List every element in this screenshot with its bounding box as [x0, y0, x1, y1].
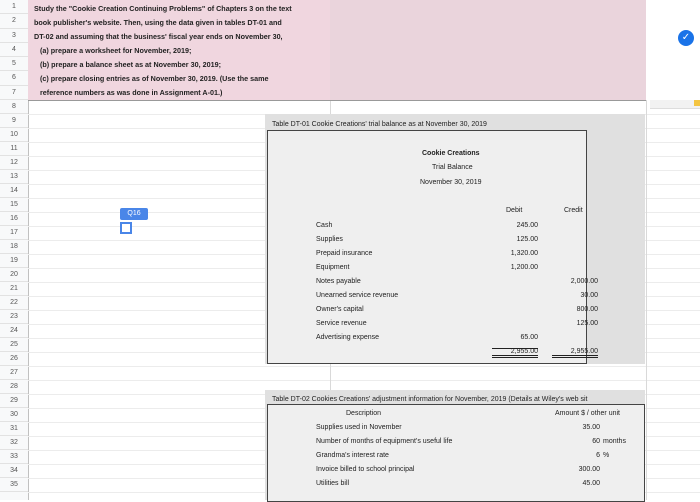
instruction-merged-cells[interactable]: [330, 0, 646, 101]
row-number[interactable]: 33: [0, 450, 28, 464]
total-debit: 2,955.00: [492, 348, 538, 358]
row-number[interactable]: 28: [0, 380, 28, 394]
right-edge-cells: [650, 100, 700, 109]
row-number[interactable]: 25: [0, 338, 28, 352]
instruction-line-7: reference numbers as was done in Assignment A-01.): [40, 88, 223, 97]
total-credit: 2,955.00: [552, 348, 598, 358]
row-number[interactable]: 2: [0, 14, 28, 28]
account-name: Unearned service revenue: [316, 292, 399, 299]
cell-marker-icon: [694, 100, 700, 106]
row-number[interactable]: 21: [0, 282, 28, 296]
table1-report-title: Trial Balance: [432, 164, 473, 171]
account-name: Notes payable: [316, 278, 361, 285]
row-number[interactable]: 4: [0, 43, 28, 57]
trial-balance-table: [267, 130, 587, 364]
credit-amount: 800.00: [576, 306, 598, 313]
credit-amount: 2,000.00: [570, 278, 598, 285]
account-name: Cash: [316, 222, 333, 229]
row-number[interactable]: 17: [0, 226, 28, 240]
row-number[interactable]: 11: [0, 142, 28, 156]
table2-desc-header: Description: [346, 410, 382, 417]
instruction-line-1: Study the "Cookie Creation Continuing Problems" of Chapters 3 on the text: [34, 4, 292, 13]
account-name: Prepaid insurance: [316, 250, 373, 257]
table1-company: Cookie Creations: [422, 150, 480, 157]
adjustment-amount: 300.00: [578, 466, 600, 473]
row-number[interactable]: 26: [0, 352, 28, 366]
row-number[interactable]: 34: [0, 464, 28, 478]
row-number[interactable]: 9: [0, 114, 28, 128]
row-number[interactable]: 32: [0, 436, 28, 450]
table2-caption: Table DT-02 Cookies Creations' adjustment information for November, 2019 (Details at Wiley's web sit: [272, 396, 588, 403]
adjustment-description: Number of months of equipment's useful life: [316, 438, 453, 445]
check-circle-icon[interactable]: ✓: [678, 30, 694, 46]
row-number[interactable]: 5: [0, 57, 28, 71]
row-number[interactable]: 29: [0, 394, 28, 408]
row-number[interactable]: 6: [0, 71, 28, 85]
adjustment-description: Grandma's interest rate: [316, 452, 389, 459]
adjustment-amount: 45.00: [582, 480, 600, 487]
row-number[interactable]: 19: [0, 254, 28, 268]
row-number[interactable]: 1: [0, 0, 28, 14]
adjustment-description: Supplies used in November: [316, 424, 402, 431]
row-number[interactable]: 8: [0, 100, 28, 114]
account-name: Advertising expense: [316, 334, 380, 341]
account-name: Service revenue: [316, 320, 367, 327]
table1-date: November 30, 2019: [420, 179, 482, 186]
comment-tag-q16[interactable]: Q16: [120, 208, 148, 220]
adjustment-amount: 60: [592, 438, 600, 445]
account-name: Owner's capital: [316, 306, 364, 313]
account-name: Supplies: [316, 236, 343, 243]
instruction-line-3: DT-02 and assuming that the business' fiscal year ends on November 30,: [34, 32, 283, 41]
debit-header: Debit: [506, 207, 523, 214]
row-number[interactable]: 16: [0, 212, 28, 226]
debit-amount: 245.00: [516, 222, 538, 229]
adjustment-description: Invoice billed to school principal: [316, 466, 415, 473]
row-number[interactable]: 3: [0, 29, 28, 43]
grid-line: [28, 380, 700, 381]
selected-cell[interactable]: [120, 222, 132, 234]
adjustment-description: Utilities bill: [316, 480, 350, 487]
adjustment-amount: 6: [596, 452, 600, 459]
row-number[interactable]: 24: [0, 324, 28, 338]
adjustment-unit: %: [603, 452, 610, 459]
row-number[interactable]: 35: [0, 478, 28, 492]
row-number[interactable]: 30: [0, 408, 28, 422]
row-number[interactable]: 18: [0, 240, 28, 254]
row-number[interactable]: 31: [0, 422, 28, 436]
credit-header: Credit: [564, 207, 583, 214]
row-number[interactable]: 10: [0, 128, 28, 142]
row-number[interactable]: 20: [0, 268, 28, 282]
adjustment-amount: 35.00: [582, 424, 600, 431]
row-number[interactable]: 13: [0, 170, 28, 184]
instruction-line-4: (a) prepare a worksheet for November, 2019;: [40, 46, 192, 55]
row-number[interactable]: 14: [0, 184, 28, 198]
row-number[interactable]: 27: [0, 366, 28, 380]
instruction-line-5: (b) prepare a balance sheet as at November 30, 2019;: [40, 60, 221, 69]
column-divider: [646, 100, 647, 500]
debit-amount: 125.00: [516, 236, 538, 243]
table1-caption: Table DT-01 Cookie Creations' trial balance as at November 30, 2019: [272, 121, 487, 128]
debit-amount: 1,200.00: [510, 264, 538, 271]
account-name: Equipment: [316, 264, 350, 271]
table2-amount-header: Amount $ / other unit: [555, 410, 620, 417]
row-header-column: [0, 0, 29, 500]
row-number[interactable]: 15: [0, 198, 28, 212]
adjustment-unit: months: [603, 438, 626, 445]
row-number[interactable]: 23: [0, 310, 28, 324]
debit-amount: 1,320.00: [510, 250, 538, 257]
debit-amount: 65.00: [520, 334, 538, 341]
instruction-line-6: (c) prepare closing entries as of November 30, 2019. (Use the same: [40, 74, 269, 83]
credit-amount: 30.00: [580, 292, 598, 299]
row-number[interactable]: 12: [0, 156, 28, 170]
row-number[interactable]: 22: [0, 296, 28, 310]
credit-amount: 125.00: [576, 320, 598, 327]
grid-line: [28, 366, 700, 367]
instruction-line-2: book publisher's website. Then, using the data given in tables DT-01 and: [34, 18, 282, 27]
row-number[interactable]: 7: [0, 86, 28, 100]
